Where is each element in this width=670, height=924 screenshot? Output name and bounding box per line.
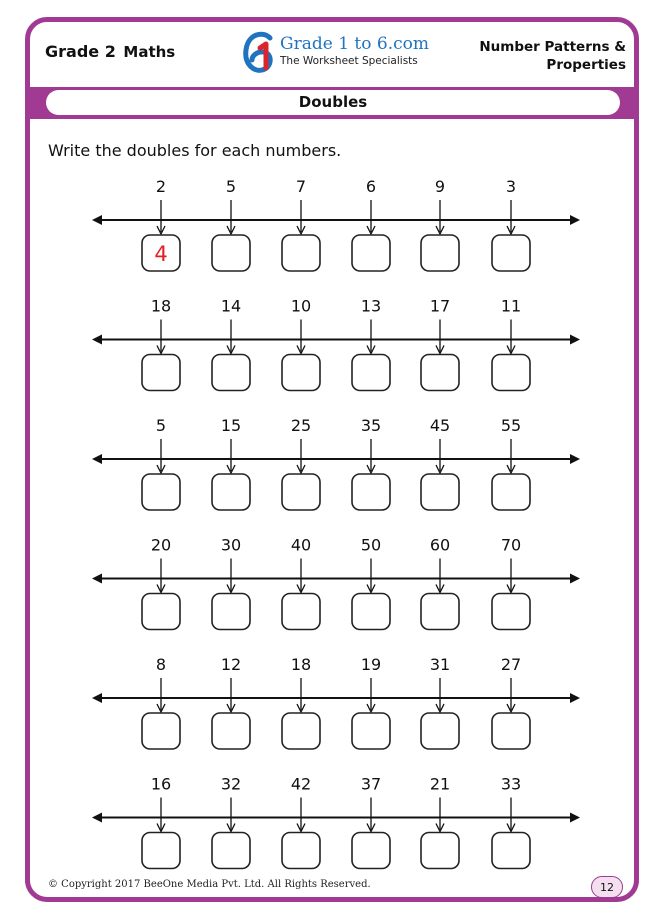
- number-label: 5: [225, 177, 237, 196]
- number-label: 45: [429, 416, 451, 435]
- arrow-left-icon: [92, 813, 102, 823]
- answer-box: [282, 474, 320, 510]
- number-label: 5: [155, 416, 167, 435]
- number-label: 42: [290, 774, 312, 794]
- topic-line-1: Number Patterns &: [479, 39, 626, 55]
- answer-box: [282, 355, 320, 391]
- answer-box: [352, 713, 390, 749]
- number-label: 9: [434, 177, 446, 196]
- number-label: 31: [429, 655, 451, 674]
- answer-box: [421, 833, 459, 869]
- number-line-row: [92, 655, 580, 749]
- number-label: 6: [365, 177, 377, 196]
- number-label: 20: [150, 535, 172, 555]
- answer-box: [421, 235, 459, 271]
- page-number: 12: [591, 876, 623, 898]
- answer-box: [492, 594, 530, 630]
- answer-box: [282, 594, 320, 630]
- number-line-row: [92, 177, 580, 271]
- answer-box: [492, 713, 530, 749]
- topic-line-2: Properties: [546, 57, 626, 73]
- answer-box: [421, 355, 459, 391]
- answer-box: [212, 235, 250, 271]
- instruction-text: Write the doubles for each numbers.: [48, 141, 342, 160]
- answer-box: [492, 833, 530, 869]
- number-label: 70: [500, 535, 522, 555]
- number-line-row: [92, 536, 580, 630]
- number-label: 17: [429, 296, 451, 316]
- number-label: 16: [150, 774, 172, 794]
- number-label: 27: [500, 655, 522, 674]
- number-label: 7: [295, 177, 307, 196]
- number-label: 11: [500, 296, 522, 316]
- subject-text: Maths: [123, 43, 176, 61]
- number-label: 15: [220, 416, 242, 435]
- arrow-left-icon: [92, 454, 102, 464]
- answer-box: [212, 833, 250, 869]
- arrow-left-icon: [92, 693, 102, 703]
- number-label: 8: [155, 655, 167, 674]
- arrow-right-icon: [570, 335, 580, 345]
- answer-box: [352, 235, 390, 271]
- answer-box: [142, 594, 180, 630]
- number-label: 32: [220, 774, 242, 794]
- answer-box: [282, 713, 320, 749]
- number-label: 50: [360, 535, 382, 555]
- number-label: 35: [360, 416, 382, 435]
- number-label: 3: [505, 177, 517, 196]
- arrow-left-icon: [92, 215, 102, 225]
- number-line-row: [92, 297, 580, 391]
- grade-text: Grade 2: [45, 42, 116, 61]
- number-label: 19: [360, 655, 382, 674]
- answer-box: [492, 235, 530, 271]
- answer-box: [352, 594, 390, 630]
- answer-box: [352, 474, 390, 510]
- number-label: 55: [500, 416, 522, 435]
- number-label: 14: [220, 296, 242, 316]
- logo-title: Grade 1 to 6.com: [280, 34, 429, 54]
- number-label: 18: [290, 655, 312, 674]
- answer-box: [421, 474, 459, 510]
- number-line-row: [92, 775, 580, 869]
- number-label: 37: [360, 774, 382, 794]
- number-label: 30: [220, 535, 242, 555]
- number-label: 21: [429, 774, 451, 794]
- answer-box: [212, 713, 250, 749]
- arrow-right-icon: [570, 574, 580, 584]
- answer-box: [492, 474, 530, 510]
- number-label: 2: [155, 177, 167, 196]
- answer-box: [282, 833, 320, 869]
- number-label: 33: [500, 774, 522, 794]
- number-label: 13: [360, 296, 382, 316]
- copyright-text: © Copyright 2017 BeeOne Media Pvt. Ltd. All Rights Reserved.: [48, 879, 371, 890]
- answer-box: [142, 474, 180, 510]
- worksheet-title: Doubles: [46, 90, 620, 115]
- answer-box: [142, 713, 180, 749]
- number-label: 18: [150, 296, 172, 316]
- answer-box: [352, 355, 390, 391]
- answer-box: [212, 594, 250, 630]
- answer-box: [142, 833, 180, 869]
- arrow-right-icon: [570, 693, 580, 703]
- number-label: 10: [290, 296, 312, 316]
- answer-box: [282, 235, 320, 271]
- answer-value: 4: [154, 242, 168, 266]
- number-label: 40: [290, 535, 312, 555]
- number-label: 60: [429, 535, 451, 555]
- answer-box: [212, 355, 250, 391]
- number-label: 25: [290, 416, 312, 435]
- number-line-row: [92, 416, 580, 510]
- answer-box: [421, 713, 459, 749]
- arrow-right-icon: [570, 454, 580, 464]
- answer-box: [142, 355, 180, 391]
- answer-box: [421, 594, 459, 630]
- logo-tagline: The Worksheet Specialists: [280, 55, 418, 67]
- arrow-left-icon: [92, 574, 102, 584]
- arrow-right-icon: [570, 813, 580, 823]
- arrow-left-icon: [92, 335, 102, 345]
- answer-box: [492, 355, 530, 391]
- answer-box: [212, 474, 250, 510]
- number-label: 12: [220, 655, 242, 674]
- arrow-right-icon: [570, 215, 580, 225]
- answer-box: [352, 833, 390, 869]
